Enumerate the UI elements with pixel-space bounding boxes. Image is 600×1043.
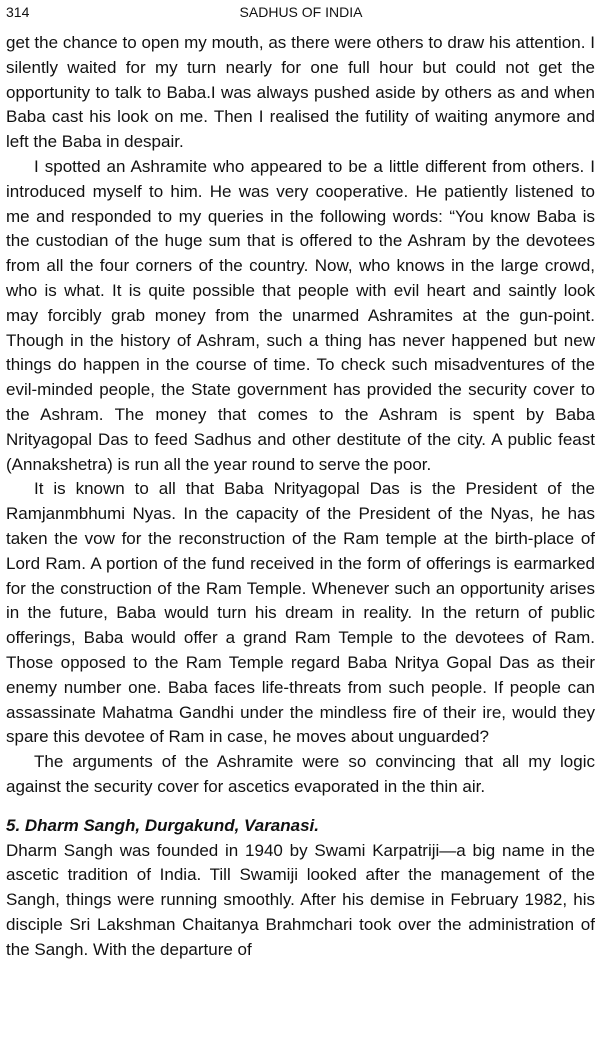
paragraph-ashramite-conversation: I spotted an Ashramite who appeared to be a little different from others. I introduced myself to him. He was very cooperative. He patiently listened to me and responded to my queries in the following words: “You know Baba is the custodian of the huge sum that is offered to the Ashram by the devotees from all the four corners of the country. Now, who knows in the large crowd, who is what. It is quite possible that people with evil heart and saintly look may forcibly grab money from the unarmed Ashramites at the gun-point. Though in the history of Ashram, such a thing has never happened but new things do happen in the course of time. To check such misadventures of the evil-minded people, the State government has provided the security cover to the Ashram. The money that comes to the Ashram is spent by Baba Nrityagopal Das to feed Sadhus and other destitute of the city. A public feast (Annakshetra) is run all the year round to serve the poor.: [6, 156, 595, 474]
paragraph-ramjanmbhumi-nyas: It is known to all that Baba Nrityagopal Das is the President of the Ramjanmbhumi Nyas. In the capacity of the President of the Nyas, he has taken the vow for the reconstruction of the Ram temple at the birth-place of Lord Ram. A portion of the fund received in the form of offerings is earmarked for the construction of the Ram Temple. Whenever such an opportunity arises in the future, Baba would turn his dream in reality. In the return of public offerings, Baba would offer a grand Ram Temple to the devotees of Ram. Those opposed to the Ram Temple regard Baba Nritya Gopal Das as their enemy number one. Baba faces life-threats from such people. If people can assassinate Mahatma Gandhi under the mindless fire of their ire, would they spare this devotee of Ram in case, he moves about unguarded?: [6, 479, 595, 747]
page-number: 314: [6, 4, 30, 20]
body-text: [6, 31, 595, 962]
paragraph-arguments-conclusion: The arguments of the Ashramite were so convincing that all my logic against the security cover for ascetics evaporated in the thin air.: [6, 752, 595, 796]
section-heading: 5. Dharm Sangh, Durgakund, Varanasi.: [6, 815, 320, 835]
paragraph-continued: get the chance to open my mouth, as there were others to draw his attention. I silently waited for my turn nearly for one full hour but could not get the opportunity to talk to Baba.I was always pushed aside by others as and when Baba cast his look on me. Then I realised the futility of waiting anymore and left the Baba in despair.: [6, 33, 595, 152]
section-paragraph: Dharm Sangh was founded in 1940 by Swami Karpatriji—a big name in the ascetic tradition of India. Till Swamiji looked after the management of the Sangh, things were running smoothly. After his demise in February 1982, his disciple Sri Lakshman Chaitanya Brahmchari took over the administration of the Sangh. With the departure of: [6, 840, 595, 959]
page-header: [6, 1, 596, 23]
running-title: SADHUS OF INDIA: [239, 4, 363, 20]
